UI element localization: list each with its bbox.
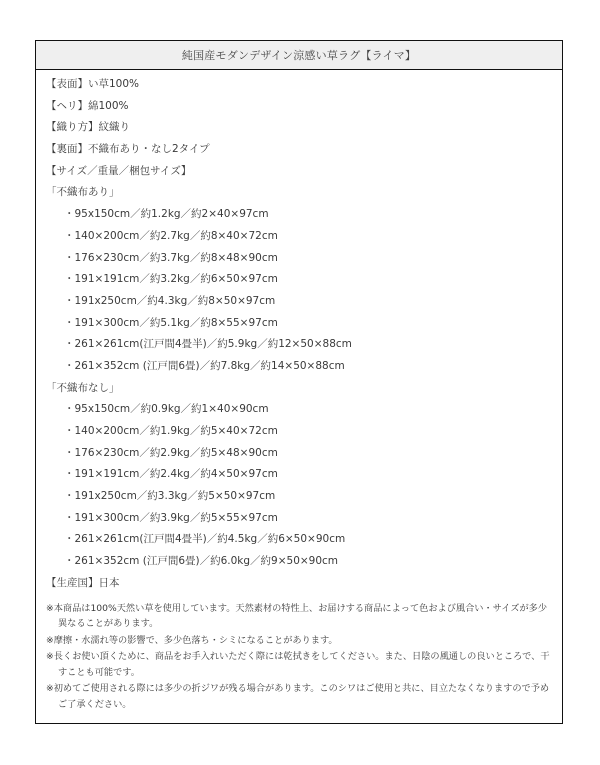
note-item: ※摩擦・水濡れ等の影響で、多少色落ち・シミになることがあります。: [46, 634, 338, 646]
note-item: ※本商品は100%天然い草を使用しています。天然素材の特性上、お届けする商品によって色および風合い・サイズが多少異なることがあります。: [46, 602, 548, 629]
notes: [46, 601, 562, 713]
spec-title: [36, 41, 562, 70]
size-item: ・95x150cm／約0.9kg／約1×40×90cm: [64, 403, 269, 416]
size-item: ・191x250cm／約4.3kg／約8×50×97cm: [64, 294, 276, 307]
spec-edge: 【ヘリ】綿100%: [46, 99, 129, 112]
size-item: ・191×191cm／約2.4kg／約4×50×97cm: [64, 468, 278, 481]
size-item: ・191×300cm／約3.9kg／約5×55×97cm: [64, 511, 278, 524]
spec-surface: 【表面】い草100%: [46, 78, 140, 90]
spec-weave: 【織り方】紋織り: [46, 121, 130, 134]
spec-origin: 【生産国】日本: [46, 576, 120, 589]
spec-body: [36, 70, 562, 712]
size-item: ・176×230cm／約3.7kg／約8×48×90cm: [64, 251, 278, 264]
size-item: ・261×352cm (江戸間6畳)／約7.8kg／約14×50×88cm: [64, 359, 345, 372]
without-nonwoven-label: 「不織布なし」: [46, 381, 120, 394]
size-item: ・95x150cm／約1.2kg／約2×40×97cm: [64, 208, 269, 221]
spec-size-heading: 【サイズ／重量／梱包サイズ】: [46, 164, 192, 177]
with-nonwoven-label: 「不織布あり」: [46, 186, 120, 199]
size-item: ・191×191cm／約3.2kg／約6×50×97cm: [64, 273, 278, 286]
size-item: ・176×230cm／約2.9kg／約5×48×90cm: [64, 446, 278, 459]
spec-back: 【裏面】不織布あり・なし2タイプ: [46, 143, 210, 156]
size-item: ・261×261cm(江戸間4畳半)／約4.5kg／約6×50×90cm: [64, 533, 346, 546]
size-item: ・140×200cm／約2.7kg／約8×40×72cm: [64, 229, 278, 242]
size-item: ・191x250cm／約3.3kg／約5×50×97cm: [64, 490, 276, 503]
size-item: ・191×300cm／約5.1kg／約8×55×97cm: [64, 316, 278, 329]
product-title: 純国産モダンデザイン涼感い草ラグ【ライマ】: [181, 49, 417, 62]
note-item: ※初めてご使用される際には多少の折ジワが残る場合があります。このシワはご使用と共に、目立たなくなりますので予めご了承ください。: [46, 683, 550, 710]
size-item: ・261×261cm(江戸間4畳半)／約5.9kg／約12×50×88cm: [64, 338, 352, 351]
size-item: ・140×200cm／約1.9kg／約5×40×72cm: [64, 425, 278, 437]
note-item: ※長くお使い頂くために、商品をお手入れいただく際には乾拭きをしてください。また、日陰の風通しの良いところで、干すことも可能です。: [46, 651, 550, 678]
product-spec-table: [35, 40, 563, 724]
size-item: ・261×352cm (江戸間6畳)／約6.0kg／約9×50×90cm: [64, 555, 339, 568]
